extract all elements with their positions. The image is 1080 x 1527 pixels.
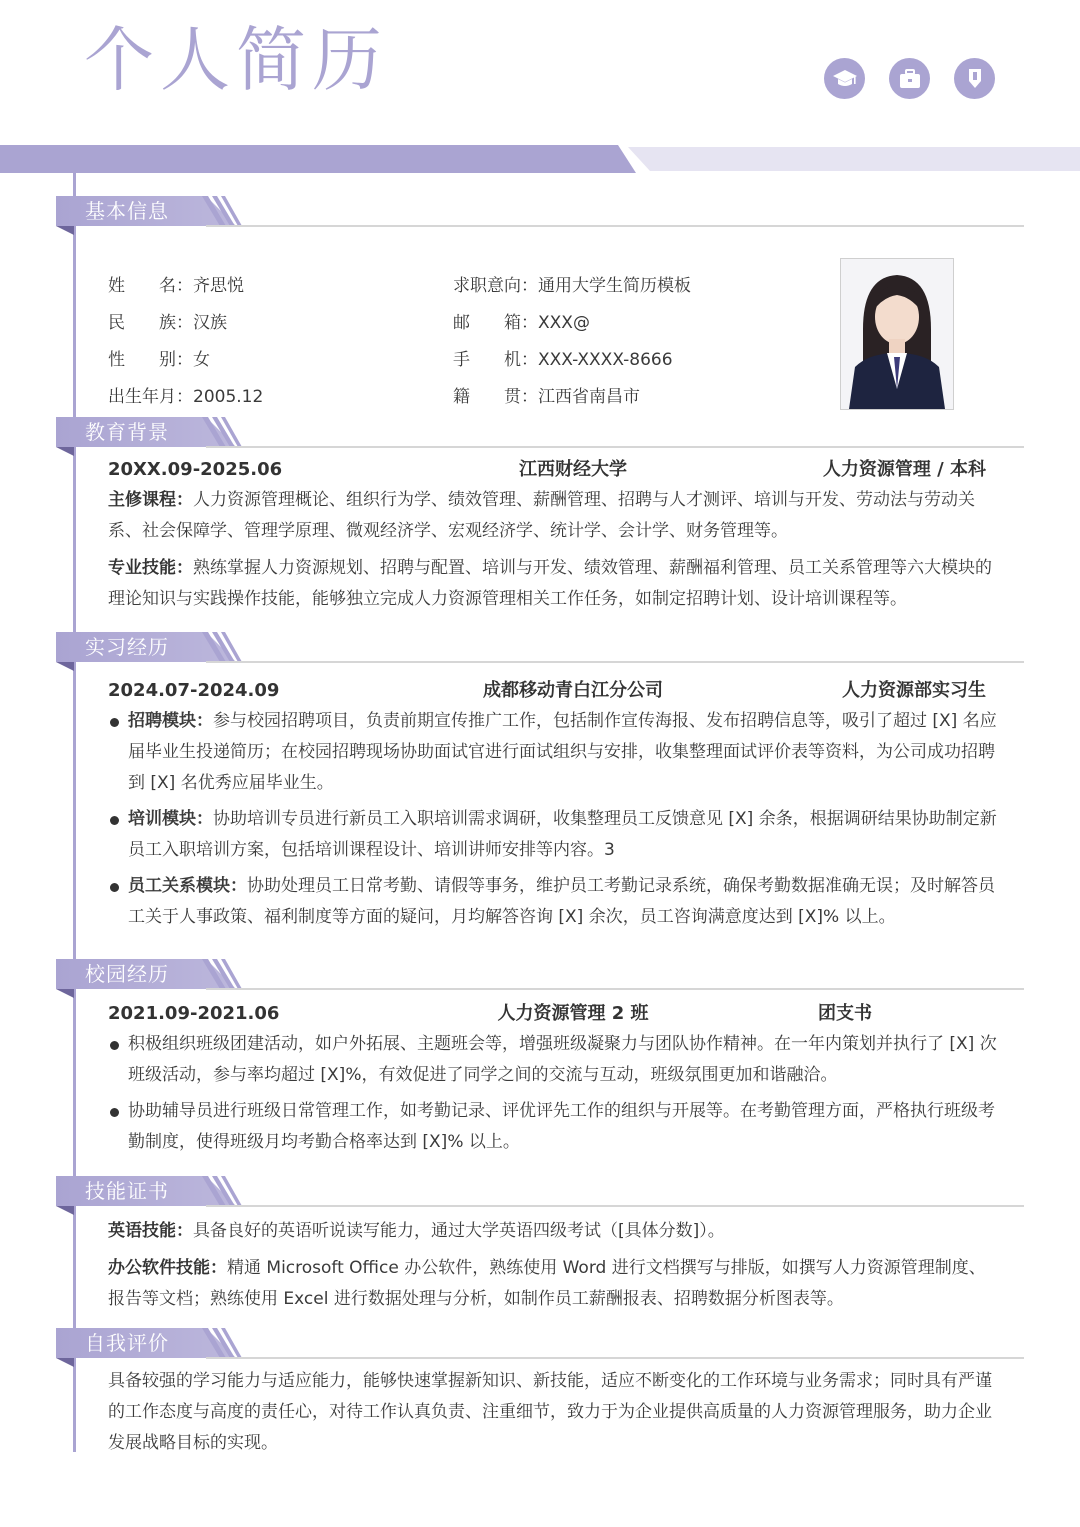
internship-role: 人力资源部实习生 <box>842 680 986 701</box>
field-hometown: 籍 贯：江西省南昌市 <box>453 387 640 407</box>
field-job-intent: 求职意向：通用大学生简历模板 <box>453 276 691 296</box>
basic-info-grid <box>56 230 1024 407</box>
section-basic-info <box>56 196 1024 407</box>
field-ethnicity: 民 族：汉族 <box>108 313 227 333</box>
section-internship <box>56 632 1024 938</box>
section-title: 教育背景 <box>85 420 169 444</box>
campus-date: 2021.09-2021.06 <box>108 1003 280 1024</box>
internship-list <box>108 706 998 933</box>
page-title: 个人简历 <box>84 19 388 101</box>
section-title: 校园经历 <box>85 962 169 986</box>
section-header <box>56 1176 1024 1210</box>
section-campus <box>56 959 1024 1163</box>
list-item: 员工关系模块：协助处理员工日常考勤、请假等事务，维护员工考勤记录系统，确保考勤数据准确无误；及时解答员工关于人事政策、福利制度等方面的疑问，月均解答咨询 [X] 余次，员工咨询满意度达到 [X]% 以上。 <box>108 871 998 933</box>
field-gender: 性 别：女 <box>108 350 210 370</box>
header-icons <box>824 58 995 99</box>
list-item: 培训模块：协助培训专员进行新员工入职培训需求调研，收集整理员工反馈意见 [X] 余条，根据调研结果协助制定新员工入职培训方案，包括培训课程设计、培训讲师安排等内容。3 <box>108 804 998 866</box>
stripes-decoration <box>202 959 242 989</box>
education-school: 江西财经大学 <box>519 459 627 480</box>
list-item: 积极组织班级团建活动，如户外拓展、主题班会等，增强班级凝聚力与团队协作精神。在一年内策划并执行了 [X] 次班级活动，参与率均超过 [X]%，有效促进了同学之间的交流与互动，班级氛围更加和谐融洽。 <box>108 1029 998 1091</box>
campus-list <box>108 1029 998 1158</box>
section-self-evaluation <box>56 1328 1024 1465</box>
campus-org: 人力资源管理 2 班 <box>497 1003 649 1024</box>
self-evaluation-text: 具备较强的学习能力与适应能力，能够快速掌握新知识、新技能，适应不断变化的工作环境与业务需求；同时具有严谨的工作态度与高度的责任心，对待工作认真负责、注重细节，致力于为企业提供高质量的人力资源管理服务，助力企业发展战略目标的实现。 <box>108 1371 992 1453</box>
section-title: 技能证书 <box>85 1179 169 1203</box>
stripes-decoration <box>202 196 242 226</box>
stripes-decoration <box>202 632 242 662</box>
campus-header-row <box>108 999 998 1029</box>
graduation-cap-icon <box>824 58 865 99</box>
internship-date: 2024.07-2024.09 <box>108 680 280 701</box>
education-skills: 专业技能：熟练掌握人力资源规划、招聘与配置、培训与开发、绩效管理、薪酬福利管理、员工关系管理等六大模块的理论知识与实践操作技能，能够独立完成人力资源管理相关工作任务，如制定招聘计划、设计培训课程等。 <box>108 558 992 609</box>
skill-english: 英语技能：具备良好的英语听说读写能力，通过大学英语四级考试（[具体分数]）。 <box>108 1221 725 1241</box>
section-header <box>56 1328 1024 1362</box>
profile-photo <box>840 258 954 410</box>
briefcase-icon <box>889 58 930 99</box>
section-header <box>56 196 1024 230</box>
skill-office: 办公软件技能：精通 Microsoft Office 办公软件，熟练使用 Word 进行文档撰写与排版，如撰写人力资源管理制度、报告等文档；熟练使用 Excel 进行数据处理与分析，如制作员工薪酬报表、招聘数据分析图表等。 <box>108 1258 986 1309</box>
section-header <box>56 417 1024 451</box>
field-name: 姓 名：齐思悦 <box>108 276 244 296</box>
education-date: 20XX.09-2025.06 <box>108 459 283 480</box>
stripes-decoration <box>202 417 242 447</box>
field-email: 邮 箱：XXX@ <box>453 313 590 333</box>
pen-icon <box>954 58 995 99</box>
internship-company: 成都移动青白江分公司 <box>483 680 663 701</box>
section-title: 自我评价 <box>85 1331 169 1355</box>
education-courses: 主修课程：人力资源管理概论、组织行为学、绩效管理、薪酬管理、招聘与人才测评、培训与开发、劳动法与劳动关系、社会保障学、管理学原理、微观经济学、宏观经济学、统计学、会计学、财务管理等。 <box>108 490 975 541</box>
section-skills <box>56 1176 1024 1321</box>
list-item: 协助辅导员进行班级日常管理工作，如考勤记录、评优评先工作的组织与开展等。在考勤管理方面，严格执行班级考勤制度，使得班级月均考勤合格率达到 [X]% 以上。 <box>108 1096 998 1158</box>
stripes-decoration <box>202 1328 242 1358</box>
stripes-decoration <box>202 1176 242 1206</box>
education-header-row <box>108 455 998 485</box>
field-birth: 出生年月：2005.12 <box>108 387 264 407</box>
section-education <box>56 417 1024 621</box>
section-header <box>56 632 1024 666</box>
campus-role: 团支书 <box>818 1003 872 1024</box>
field-phone: 手 机：XXX-XXXX-8666 <box>453 350 673 370</box>
section-title: 实习经历 <box>85 635 169 659</box>
internship-header-row <box>108 676 998 706</box>
header-banner <box>0 145 1080 173</box>
education-major: 人力资源管理 / 本科 <box>822 459 986 480</box>
section-title: 基本信息 <box>85 199 169 223</box>
section-header <box>56 959 1024 993</box>
list-item: 招聘模块：参与校园招聘项目，负责前期宣传推广工作，包括制作宣传海报、发布招聘信息等，吸引了超过 [X] 名应届毕业生投递简历；在校园招聘现场协助面试官进行面试组织与安排，收集整理面试评价表等资料，为公司成功招聘到 [X] 名优秀应届毕业生。 <box>108 706 998 799</box>
